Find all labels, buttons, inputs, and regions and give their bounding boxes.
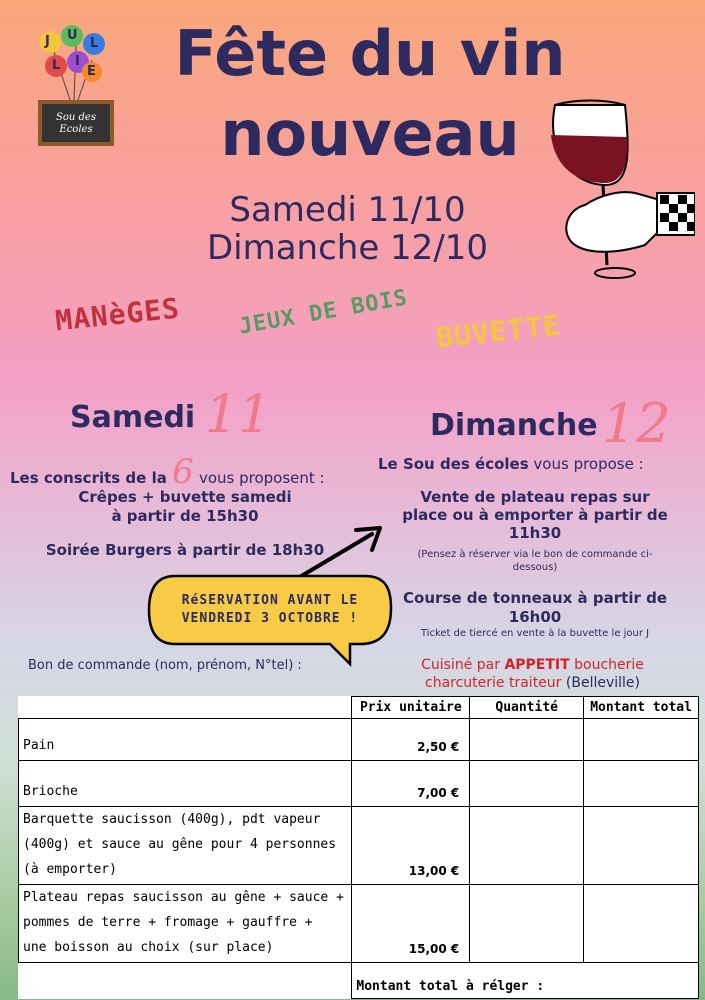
item-pain [19,719,352,761]
table-corner [19,697,352,719]
total-label-cell [352,963,584,999]
item-brioche [19,761,352,807]
sunday-heading: Dimanche [430,408,598,443]
saturday-intro [10,452,365,492]
sunday-item-2-line-2: 16h00 [508,608,562,626]
item-barquette [19,807,352,885]
order-table [18,696,699,999]
sunday-item-1-note-line-2: dessous) [512,562,558,573]
price-barquette: 13,00 € [352,807,470,885]
total-pain[interactable] [584,719,699,761]
sunday-number: 12 [602,392,671,455]
sunday-item-1-note [385,548,685,574]
item-line: (400g) et sauce au gêne pour 4 personnes [23,837,337,852]
total-brioche[interactable] [584,761,699,807]
column-header-unit-price: Prix unitaire [352,697,470,719]
sunday-intro [378,455,705,473]
table-row [19,719,699,761]
caterer-place: (Belleville) [565,675,640,691]
saturday-intro-number: 6 [172,452,194,492]
logo-board-text: Sou des Ecoles [56,112,96,135]
footer-contact [10,963,350,995]
saturday-heading: Samedi [70,400,196,435]
item-line: pommes de terre + fromage + gauffre + [23,915,313,930]
logo-letter: L [52,58,61,73]
caterer-brand: APPETIT [504,657,570,673]
tag-jeux-de-bois: JEUX DE BOIS [237,285,410,340]
quantity-pain[interactable] [470,719,584,761]
table-row [19,885,699,963]
sunday-item-1-line-1: Vente de plateau repas sur [420,488,650,506]
table-row [19,761,699,807]
total-label: Montant total à rélger : [356,979,545,994]
logo-letter: L [90,36,99,51]
sunday-item-2 [380,589,690,627]
item-line: Plateau repas saucisson au gêne + sauce + [23,890,344,905]
sunday-item-2-note: Ticket de tiercé en vente à la buvette le jour J [420,628,650,639]
item-line: Pain [23,738,55,753]
saturday-intro-suffix: vous proposent : [198,469,325,487]
total-plateau[interactable] [584,885,699,963]
title-line-1: Fête du vin [174,17,566,90]
sunday-item-1-line-3: 11h30 [508,524,562,542]
footer-line-1: BOîTE AUX LETTRES "ASSOCIATIONS" OU PAR [19,964,341,978]
sunday-item-1-line-2: place ou à emporter à partir de [402,506,668,524]
sunday-item-1 [375,488,695,542]
tag-buvette: BUVETTE [434,308,563,355]
reservation-line-1: RéSERVATION AVANT LE [181,593,359,608]
total-barquette[interactable] [584,807,699,885]
date-saturday: Samedi 11/10 [229,190,466,230]
saturday-intro-prefix: Les conscrits de la [10,469,167,487]
date-sunday: Dimanche 12/10 [206,228,489,268]
saturday-number: 11 [205,385,272,445]
logo [30,22,120,152]
grand-total-field[interactable] [584,963,699,999]
sunday-item-1-note-line-1: (Pensez à réserver via le bon de commande ci- [417,549,653,560]
sunday-item-2-line-1: Course de tonneaux à partir de [403,589,667,607]
quantity-plateau[interactable] [470,885,584,963]
saturday-item-2: Soirée Burgers à partir de 18h30 [45,541,325,559]
tag-maneges: MANèGES [53,291,182,338]
footer-line-2: MAIL SOU.JULLIE@HOTMAIL.FR [73,980,287,994]
logo-letter: U [67,28,78,43]
reservation-line-2: VENDREDI 3 OCTOBRE ! [181,611,359,626]
logo-board [38,100,114,146]
saturday-item-1-line-2: à partir de 15h30 [111,507,259,525]
saturday-item-1-line-1: Crêpes + buvette samedi [78,488,292,506]
sunday-intro-suffix: vous propose : [533,455,644,473]
item-line: (à emporter) [23,862,117,877]
saturday-item-1 [20,488,350,526]
caterer-prefix: Cuisiné par [421,657,500,673]
item-plateau [19,885,352,963]
reservation-note [150,592,390,628]
quantity-barquette[interactable] [470,807,584,885]
column-header-quantity: Quantité [470,697,584,719]
quantity-brioche[interactable] [470,761,584,807]
price-brioche: 7,00 € [352,761,470,807]
order-form-label: Bon de commande (nom, prénom, N°tel) : [28,658,302,673]
caterer-line-2: charcuterie traiteur [425,675,562,691]
item-line: Barquette saucisson (400g), pdt vapeur [23,812,321,827]
logo-letter: E [87,64,96,79]
item-line: Brioche [23,784,78,799]
caterer-line-1-suffix: boucherie [574,657,644,673]
table-row [19,807,699,885]
logo-letter: J [45,34,50,49]
item-line: une boisson au choix (sur place) [23,940,274,955]
column-header-total: Montant total [584,697,699,719]
price-plateau: 15,00 € [352,885,470,963]
logo-letter: I [75,54,80,69]
price-pain: 2,50 € [352,719,470,761]
title-line-2: nouveau [220,97,520,170]
caterer-info [395,656,670,692]
sunday-intro-bold: Le Sou des écoles [378,455,529,473]
